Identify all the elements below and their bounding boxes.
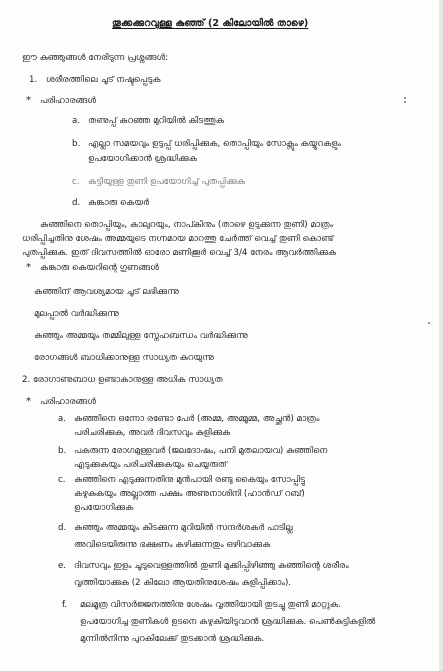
solution-text: കഴുകുകയും അല്ലാത്ത പക്ഷം അണുനാശിനി (ഹാൻഡ് റബ്): [74, 489, 305, 499]
benefit-item: മുലപ്പാൽ വർദ്ധിക്കുന്നു: [34, 309, 119, 319]
document-title: തൂക്കക്കുറവുള്ള കുഞ്ഞ് (2 കിലോയിൽ താഴെ): [112, 18, 309, 29]
bullet-marker: *: [26, 95, 31, 106]
scan-speck: [428, 322, 430, 324]
solution-text: ഉപയോഗിച്ച തുണികൾ ഉടനെ കഴുകിയിടുവാൻ ശ്രദ്ധിക്കുക. പെൺകുട്ടികളിൽ: [80, 617, 376, 627]
solution-text: മലമൂത്ര വിസർജ്ജനത്തിനു ശേഷം വൃത്തിയായി തുടച്ചു തുണി മാറ്റുക.: [80, 600, 341, 610]
scan-speck: [404, 101, 406, 103]
solution-letter: b.: [72, 139, 81, 149]
problem-1-text: ശരീരത്തിലെ ചൂട് നഷ്ടപ്പെടുക: [46, 75, 161, 85]
solution-text: അവിടെയിരുന്നു ഭക്ഷണം കഴിക്കുന്നതും ഒഴിവാക്കുക: [74, 540, 271, 550]
solution-text: കങ്കാരു കെയർ: [88, 198, 150, 208]
problem-1-number: 1.: [29, 75, 38, 85]
solution-text: വൃത്തിയാക്കുക (2 കിലോ ആയതിനുശേഷം കുളിപ്പിക്കാം).: [74, 578, 292, 588]
solution-text: തണുപ്പ് കുറഞ്ഞ മുറിയിൽ കിടത്തുക: [88, 116, 224, 126]
bullet-marker: *: [26, 262, 31, 273]
solution-letter: f.: [62, 600, 68, 610]
solution-letter: e.: [58, 561, 67, 571]
solution-text: ഉപയോഗിക്കാൻ ശ്രദ്ധിക്കുക: [88, 154, 197, 164]
benefits-heading: കങ്കാരു കെയറിന്റെ ഗുണങ്ങൾ: [40, 263, 159, 273]
problem-2-text: രോഗാണുബാധ ഉണ്ടാകാനുള്ള അധിക സാധ്യത: [33, 375, 223, 385]
scan-speck: [404, 97, 406, 99]
solution-text: ഉപയോഗിക്കുക: [74, 503, 134, 513]
solution-text: കുഞ്ഞും അമ്മയും കിടക്കുന്ന മുറിയിൽ സന്ദർശകർ പാടില്ല: [74, 523, 293, 533]
solution-letter: a.: [58, 414, 66, 424]
solution-text: കട്ടിയുള്ള തുണി ഉപയോഗിച്ച് പുതപ്പിക്കുക: [88, 177, 245, 187]
solution-letter: c.: [72, 177, 80, 187]
solutions-heading: പരിഹാരങ്ങൾ: [40, 96, 96, 106]
problem-2-number: 2.: [22, 375, 31, 385]
solutions-heading: പരിഹാരങ്ങൾ: [40, 397, 96, 407]
solution-letter: b.: [58, 446, 67, 456]
solution-text: ദിവസവും ഇളം ചൂടുവെള്ളത്തിൽ തുണി മുക്കിപ്പിഴിഞ്ഞു കുഞ്ഞിന്റെ ശരീരം: [74, 561, 349, 571]
solution-text: കുഞ്ഞിനെ എടുക്കുന്നതിനു മുൻപായി രണ്ടു കൈയും സോപ്പിട്ടു: [74, 475, 305, 485]
solution-text: പരിചരിക്കുക, അവർ ദിവസവും കുളിക്കുക: [74, 428, 231, 438]
solution-text: മുന്നിൽനിന്നു പുറകിലേക്ക് തുടക്കാൻ ശ്രദ്ധിക്കുക.: [80, 634, 265, 644]
solution-letter: d.: [72, 198, 81, 208]
solution-letter: d.: [58, 523, 67, 533]
benefit-item: കുഞ്ഞിന് ആവശ്യമായ ചൂട് ലഭിക്കുന്നു: [34, 287, 179, 297]
benefit-item: കുഞ്ഞും അമ്മയും തമ്മിലുള്ള സ്നേഹബന്ധം വർദ്ധിക്കുന്നു: [34, 331, 248, 341]
intro-text: ഈ കുഞ്ഞുങ്ങൾ നേരിടുന്ന പ്രശ്നങ്ങൾ:: [22, 53, 169, 63]
solution-text: എടുക്കുകയും പരിചരിക്കുകയും ചെയ്യരുത്: [74, 460, 227, 470]
bullet-marker: *: [26, 396, 31, 407]
solution-text: എല്ലാ സമയവും ഉടുപ്പ് ധരിപ്പിക്കുക, തൊപ്പിയും സോക്സും കയ്യുറകളും: [88, 139, 342, 149]
paragraph-line: കുഞ്ഞിനെ തൊപ്പിയും, കാലുറയും, നാപ്കിനും (താഴെ ഉടുക്കുന്ന തുണി) മാത്രം: [40, 220, 334, 230]
solution-text: കുഞ്ഞിനെ ഒന്നോ രണ്ടോ പേർ (അമ്മ, അമ്മൂമ്മ, അച്ഛൻ) മാത്രം: [74, 414, 320, 424]
benefit-item: രോഗങ്ങൾ ബാധിക്കാനുള്ള സാധ്യത കുറയുന്നു: [34, 353, 214, 363]
paragraph-line: ധരിപ്പിച്ചതിനു ശേഷം അമ്മയുടെ നഗ്നമായ മാറത്തു ചേർത്ത് വെച്ച് തുണി കൊണ്ട്: [22, 234, 334, 244]
solution-letter: c.: [58, 475, 66, 485]
paragraph-line: പുതപ്പിക്കുക. ഇത് ദിവസത്തിൽ ഓരോ മണിക്കൂർ വെച്ച് 3/4 നേരം ആവർത്തിക്കുക: [22, 248, 337, 258]
solution-text: പകരുന്ന രോഗമുള്ളവർ (ജലദോഷം, പനി മുതലായവ) കുഞ്ഞിനെ: [74, 446, 328, 456]
solution-letter: a.: [72, 116, 80, 126]
